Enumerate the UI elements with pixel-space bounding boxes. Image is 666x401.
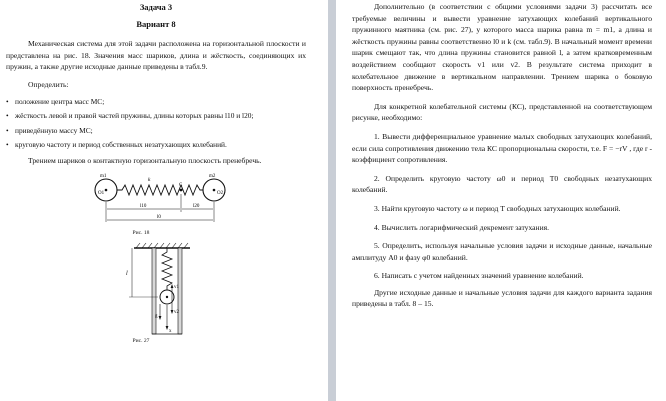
item-1: 1. Вывести дифференциальное уравнение малых свободных затухающих колебаний, если сила сопротивления движению тела КС пропорциональна скорости, т.е. F = −rV , где r - коэффициент сопротивления. [352,131,652,165]
figure-27-caption: Рис. 27 [132,338,150,345]
list-item: • положение центра масс МС; [6,95,306,109]
requirements-list [6,95,306,153]
figure-27 [6,242,306,340]
paragraph-additional: Дополнительно (в соответствии с общими условиями задачи 3) рассчитать все требуемые величины и вывести уравнение затухающих колебаний вертикального пружинного маятника (см. рис. 27), у которого масса шарика равна m = m1, а длина и жёсткость пружины равны соответственно l0 и k (см. табл.9). В начальный момент времени шарик смещают так, что длина пружины становится равной l, а затем кратковременным воздействием сообщают скорость v1 или v2. В результате система приходит в колебательное движение в вертикальном направлении. Трением шарика о боковую поверхность пренебречь. [352,2,652,93]
label-g: g [155,314,158,320]
page-right [336,0,666,401]
spring [117,185,203,195]
vertical-spring [162,248,172,290]
paragraph-final: Другие исходные данные и начальные условия задачи для каждого варианта задания приведены в табл. 8 – 15. [352,287,652,309]
label-v2: v2 [174,310,179,316]
label-O2: O2 [217,191,224,197]
item-2: 2. Определить круговую частоту ω0 и период T0 свободных незатухающих колебаний. [352,173,652,195]
task-title: Задача 3 [139,2,173,12]
list-item: • приведённую массу МС; [6,124,306,138]
tube-right-wall [178,248,182,334]
variant-title: Вариант 8 [136,19,176,29]
label-m1: m1 [100,174,107,180]
figure-18-caption: Рис. 18 [132,230,150,237]
label-l: l [126,271,128,278]
label-x: x [169,329,172,335]
label-O1: O1 [98,191,105,197]
label-l0: l0 [157,215,161,221]
item-4: 4. Вычислить логарифмический декремент затухания. [374,222,550,232]
item-3: 3. Найти круговую частоту ω и период T свободных затухающих колебаний. [374,203,621,213]
label-v1: v1 [174,285,179,291]
tube-left-wall [152,248,156,334]
label-k: k [148,177,151,184]
label-C: C [179,183,183,189]
label-m2: m2 [209,174,216,180]
intro-paragraph: Механическая система для этой задачи расположена на горизонтальной плоскости и представлена на рис. 18. Значения масс шариков, длина и жёсткость, соединяющих их пружин, а также другие исходные данные приведены в табл.9. [6,39,306,72]
figure-18 [6,170,306,230]
page-left [0,0,328,401]
item-6: 6. Написать с учетом найденных значений уравнение колебаний. [374,271,584,281]
center-of-mass [180,189,183,192]
label-l10: l10 [140,204,147,210]
list-item: • круговую частоту и период собственных незатухающих колебаний. [6,138,306,152]
friction-note: Трением шариков о контактную горизонтальную плоскость пренебречь. [28,156,262,166]
list-item: • жёсткость левой и правой частей пружины, длины которых равны l10 и l20; [6,109,306,123]
paragraph-requirements: Для конкретной колебательной системы (КС), представленной на соответствующем рисунке, необходимо: [352,101,652,123]
label-l20: l20 [193,204,200,210]
determine-label: Определить: [28,80,69,90]
item-5: 5. Определить, используя начальные условия задачи и исходные данные, начальные амплитуду A0 и фазу φ0 колебаний. [352,241,652,262]
